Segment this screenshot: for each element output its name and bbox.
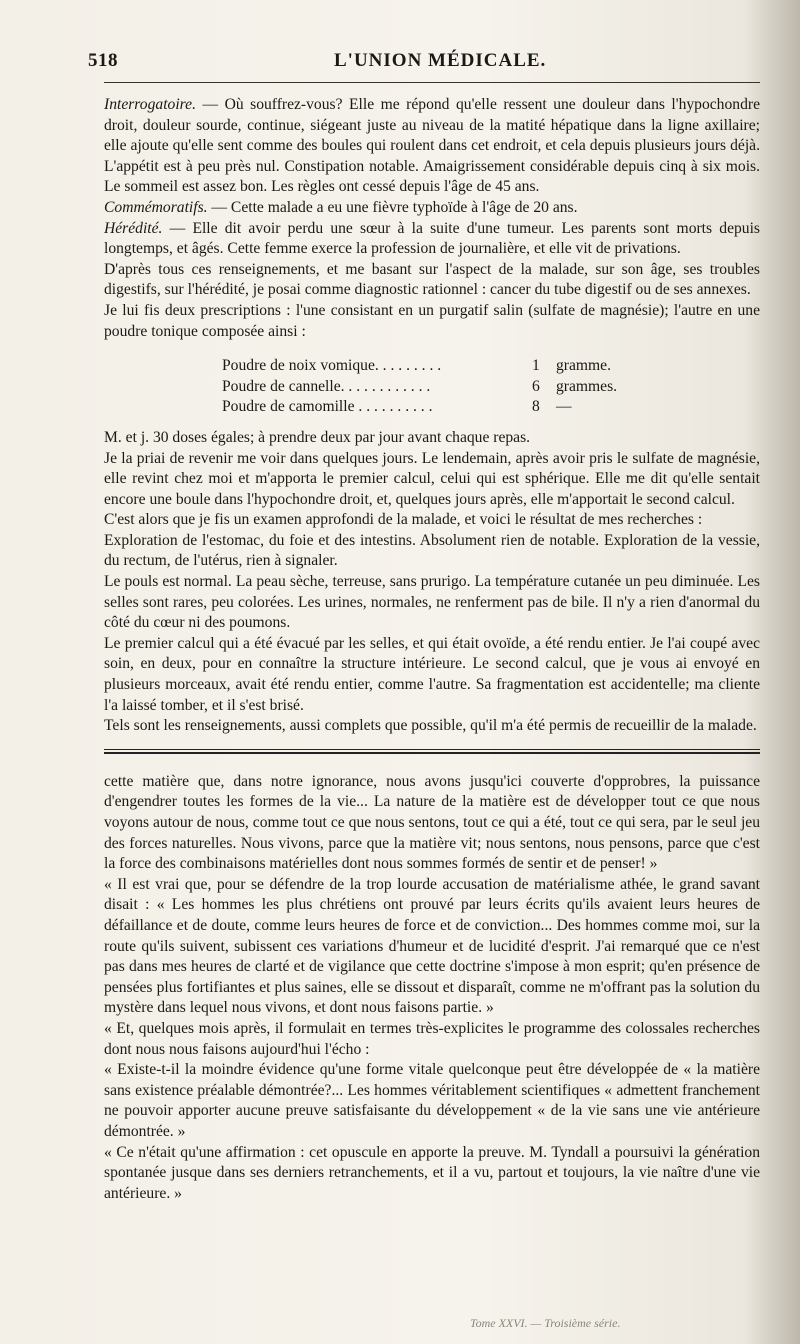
paragraph: Le premier calcul qui a été évacué par les selles, et qui était ovoïde, a été rendu entier. Je l'ai coupé avec soin, en deux, pour en connaître la structure intérieure. Le second calcul, que je vous ai envoyé en plusieurs morceaux, avait été rendu entier, comme l'autre. Sa fragmentation est accidentelle; ma cliente l'a laissé tomber, et il s'est brisé. — [104, 634, 760, 714]
feuilleton-article — [104, 772, 760, 1204]
paragraph: Hérédité. — Elle dit avoir perdu une sœur à la suite d'une tumeur. Les parents sont morts depuis longtemps, et âgés. Cette femme exerce la profession de journalière, et elle vit de privations. — [104, 219, 760, 258]
paragraph: Je lui fis deux prescriptions : l'une consistant en un purgatif salin (sulfate de magnésie); l'autre en une poudre tonique composée ainsi : — [104, 301, 760, 340]
journal-title: L'UNION MÉDICALE. — [334, 50, 547, 71]
paragraph: Commémoratifs. — Cette malade a eu une fièvre typhoïde à l'âge de 20 ans. — [104, 198, 578, 216]
paragraph: Exploration de l'estomac, du foie et des intestins. Absolument rien de notable. Exploration de la vessie, du rectum, de l'utérus, rien à signaler. — [104, 531, 760, 570]
prescription-row: Poudre de noix vomique. . . . . . . . . 1 gramme. — [222, 357, 611, 375]
paragraph: Tels sont les renseignements, aussi complets que possible, qu'il m'a été permis de recueillir de la malade. — [104, 717, 757, 735]
paragraph: « Ce n'était qu'une affirmation : cet opuscule en apporte la preuve. M. Tyndall a poursuivi la génération spontanée jusque dans ses derniers retranchements, et il a vu, partout et toujours, la vie naître d'une vie antérieure. » — [104, 1143, 760, 1202]
paragraph: Je la priai de revenir me voir dans quelques jours. Le lendemain, après avoir pris le sulfate de magnésie, elle revint chez moi et m'apporta le premier calcul, celui qui est sphérique. Elle me dit qu'elle sentait encore une boule dans l'hypochondre droit, et, quelques jours après, elle m'apportait le second calcul. — [104, 449, 760, 508]
page-header — [88, 44, 760, 74]
paragraph: Le pouls est normal. La peau sèche, terreuse, sans prurigo. La température cutanée un peu diminuée. Les selles sont rares, peu colorées. Les urines, normales, ne renferment pas de bile. Il n'y a rien d'anormal du côté du cœur ni des poumons. — [104, 573, 760, 632]
paragraph: cette matière que, dans notre ignorance, nous avons jusqu'ici couverte d'opprobres, la puissance d'engendrer toutes les formes de la vie... La nature de la matière est de développer tout ce que nous voyons autour de nous, comme tout ce que nous sentons, tout ce qui a été, tout ce qui sera, par le seul jeu des forces naturelles. Nous vivons, parce que la matière vit; nous sentons, nous pensons, parce que c'est la force des combinaisons matérielles dont nous sommes formés de sentir et de penser! » — [104, 772, 760, 873]
paragraph: Interrogatoire. — Où souffrez-vous? Elle me répond qu'elle ressent une douleur dans l'hypochondre droit, douleur sourde, continue, siégeant juste au niveau de la matité hépatique dans la ligne axillaire; elle ajoute qu'elle sent comme des boules qui roulent dans cet endroit, et cela depuis plusieurs jours déjà. L'appétit est à peu près nul. Constipation notable. Amaigrissement considérable depuis cinq à six mois. Le sommeil est assez bon. Les règles ont cessé depuis l'âge de 45 ans. — [104, 96, 760, 196]
volume-signature: Tome XXVI. — Troisième série. — [470, 1316, 621, 1330]
paragraph: D'après tous ces renseignements, et me basant sur l'aspect de la malade, sur son âge, ses troubles digestifs, sur l'hérédité, je posai comme diagnostic rationnel : cancer du tube digestif ou de ses annexes. — [104, 260, 760, 299]
paragraph: « Existe-t-il la moindre évidence qu'une forme vitale quelconque peut être développée de « la matière sans existence préalable démontrée?... Les hommes véritablement scientifiques « admettent franchement ne pouvoir apporter aucune preuve satisfaisante du développement « de la vie sans une vie antérieure démontrée. » — [104, 1061, 760, 1140]
paragraph: C'est alors que je fis un examen approfondi de la malade, et voici le résultat de mes recherches : — [104, 511, 703, 529]
top-article — [104, 95, 760, 737]
prescription-table — [222, 356, 760, 418]
paragraph: « Il est vrai que, pour se défendre de la trop lourde accusation de matérialisme athée, le grand savant disait : « Les hommes les plus chrétiens ont prouvé par leurs écrits qu'ils avaient leurs heures de défaillance et de doute, comme leurs heures de force et de conviction... Des hommes comme moi, sur la route qu'ils suivent, subissent ces variations d'humeur et de lucidité d'esprit. J'ai remarqué que ce n'est pas dans mes heures de clarté et de vigilance que cette doctrine s'impose à mon esprit; qu'en présence de pensées plus fortifiantes et plus saines, elle se dissout et disparaît, comme ne m'offrant pas la solution du mystère dans lequel nous vivons, et dont nous faisons partie. » — [104, 875, 760, 1017]
paragraph: M. et j. 30 doses égales; à prendre deux par jour avant chaque repas. — [104, 428, 531, 446]
page-number: 518 — [88, 50, 118, 71]
section-divider — [104, 749, 760, 754]
header-rule — [104, 82, 760, 83]
paragraph: « Et, quelques mois après, il formulait en termes très-explicites le programme des colossales recherches dont nous nous faisons aujourd'hui l'écho : — [104, 1019, 760, 1058]
prescription-row: Poudre de cannelle. . . . . . . . . . . . 6 grammes. — [222, 377, 618, 395]
prescription-row: Poudre de camomille . . . . . . . . . . 8 — — [222, 398, 572, 416]
